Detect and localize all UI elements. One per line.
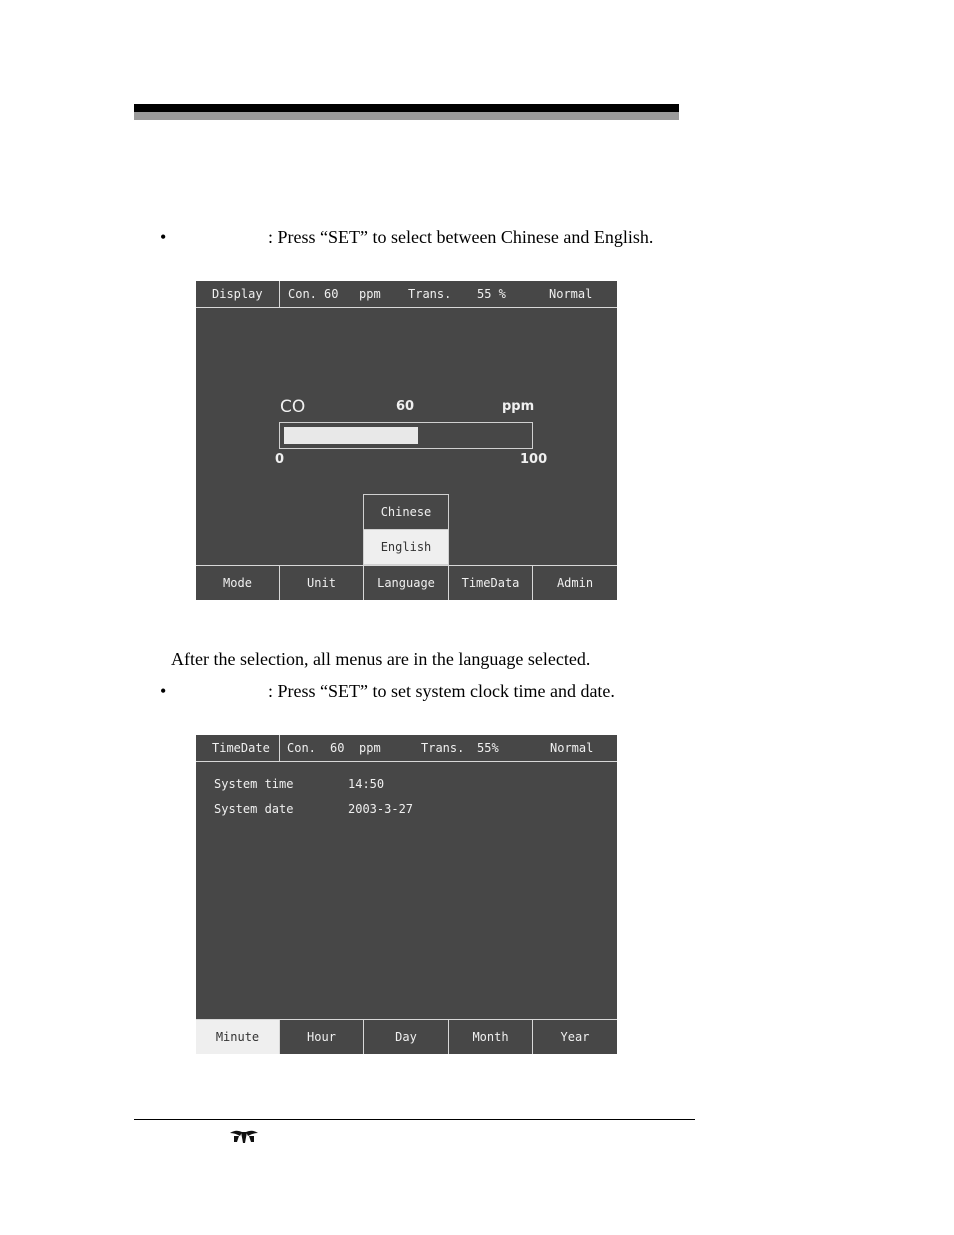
softkey-bar (196, 1019, 617, 1054)
gauge-bar (279, 422, 533, 449)
softkey-language[interactable]: Language (364, 566, 449, 600)
softkey-day[interactable]: Day (364, 1020, 449, 1054)
trans-label: Trans. (421, 741, 465, 755)
language-option-chinese[interactable]: Chinese (380, 505, 432, 519)
language-option-english[interactable]: English (364, 529, 448, 564)
softkey-mode[interactable]: Mode (196, 566, 280, 600)
status-text: Normal (549, 287, 593, 301)
system-date-label: System date (214, 802, 294, 816)
system-date-value: 2003-3-27 (348, 802, 414, 816)
softkey-year[interactable]: Year (560, 1030, 590, 1044)
header-rule-black (134, 104, 679, 112)
bullet-dot: • (160, 227, 167, 247)
softkey-admin[interactable]: Admin (556, 576, 594, 590)
con-unit: ppm (359, 741, 381, 755)
system-time-value: 14:50 (348, 777, 385, 791)
softkey-unit[interactable]: Unit (280, 566, 364, 600)
mode-label: Display (212, 287, 263, 301)
mode-label: TimeDate (212, 741, 270, 755)
softkey-bar (196, 565, 617, 600)
con-value: 60 (324, 287, 339, 301)
teledyne-logo-icon (226, 1127, 262, 1147)
footer-rule (134, 1119, 695, 1120)
softkey-month[interactable]: Month (449, 1020, 533, 1054)
con-unit: ppm (359, 287, 381, 301)
system-time-label: System time (214, 777, 294, 791)
screen-timedate (196, 735, 617, 1054)
con-label: Con. (288, 287, 317, 301)
gauge-unit: ppm (502, 399, 535, 414)
bullet-dot: • (160, 681, 167, 701)
trans-label: Trans. (408, 287, 452, 301)
con-label: Con. (287, 741, 316, 755)
softkey-hour[interactable]: Hour (280, 1020, 364, 1054)
gauge-max: 100 (520, 452, 548, 467)
softkey-minute[interactable]: Minute (196, 1020, 280, 1054)
gauge-min: 0 (275, 452, 285, 467)
language-popup (363, 494, 449, 565)
gas-name: CO (280, 397, 306, 417)
header-rule-gray (134, 112, 679, 120)
gauge-value: 60 (396, 399, 415, 414)
con-value: 60 (330, 741, 345, 755)
status-text: Normal (550, 741, 594, 755)
language-instruction: : Press “SET” to select between Chinese and English. (268, 227, 654, 247)
time-instruction: : Press “SET” to set system clock time and date. (268, 681, 615, 701)
status-bar (196, 281, 617, 308)
trans-value: 55% (477, 741, 499, 755)
status-bar (196, 735, 617, 762)
trans-value: 55 % (477, 287, 506, 301)
gauge-fill (284, 427, 418, 444)
softkey-timedata[interactable]: TimeData (449, 566, 533, 600)
screen-language (196, 281, 617, 600)
after-selection-text: After the selection, all menus are in the language selected. (171, 649, 591, 669)
